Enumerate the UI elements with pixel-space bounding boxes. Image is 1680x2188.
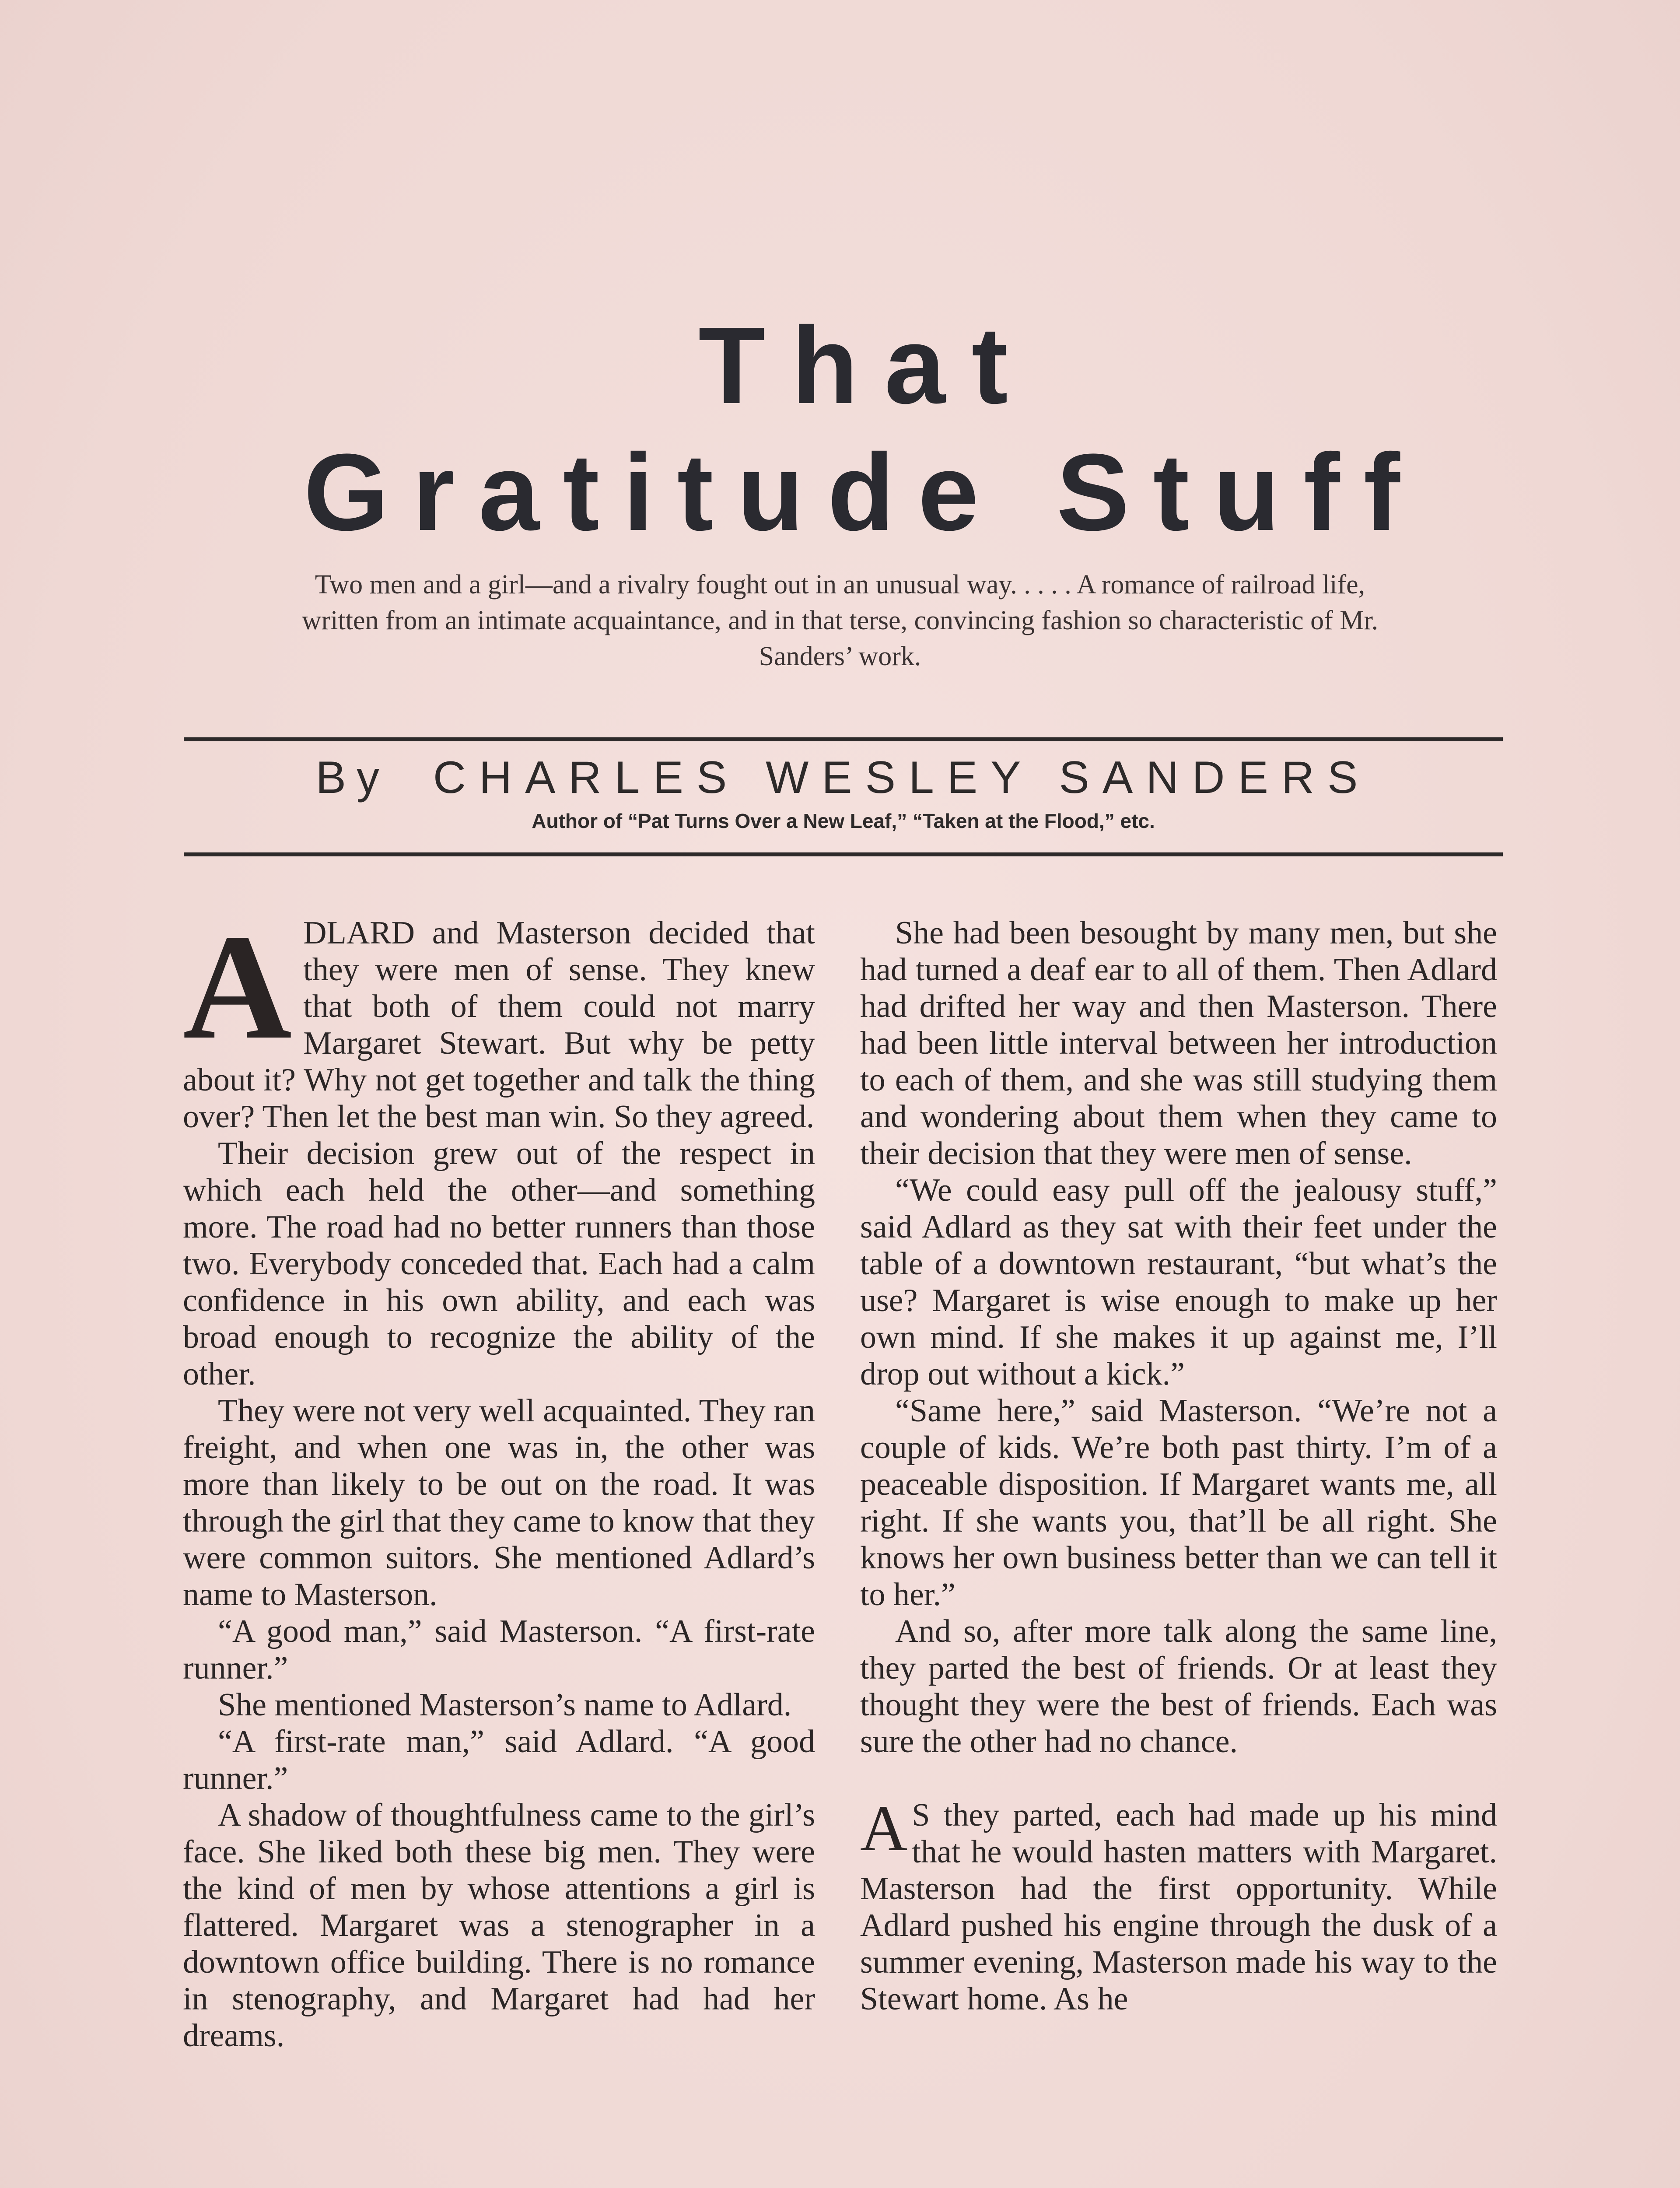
- title-line-2: Gratitude Stuff: [304, 431, 1424, 553]
- paragraph: “We could easy pull off the jealousy stuff,” said Adlard as they sat with their feet under the table of a downtown restaurant, “but what’s the use? Margaret is wise enough to make up her own mind. If she makes it up against me, I’ll drop out without a kick.”: [860, 1172, 1497, 1392]
- paragraph: Their decision grew out of the respect in which each held the other—and something more. The road had no better runners than those two. Everybody conceded that. Each had a calm confidence in his own ability, and each was broad enough to recognize the ability of the other.: [183, 1136, 815, 1392]
- paragraph-text: S they parted, each had made up his mind that he would hasten matters with Margaret. Masterson had the first opportunity. While Adlard pushed his engine through the dusk of a summer evening, Masterson made his way to the Stewart home. As he: [860, 1797, 1497, 2017]
- byline-author: CHARLES WESLEY SANDERS: [433, 752, 1371, 803]
- section-break: [860, 1760, 1497, 1797]
- drop-cap: A: [860, 1792, 908, 1865]
- bottom-rule: [184, 852, 1503, 856]
- paragraph: She had been besought by many men, but she had turned a deaf ear to all of them. Then Adlard had drifted her way and then Masterson. There had been little interval between her introduction to each of them, and she was still studying them and wondering about them when they came to their decision that they were men of sense.: [860, 915, 1497, 1171]
- paragraph-text: DLARD and Masterson decided that they were men of sense. They knew that both of them could not marry Margaret Stewart. But why be petty about it? Why not get together and talk the thing over? Then let the best man win. So they agreed.: [183, 915, 815, 1135]
- drop-cap: A: [183, 903, 292, 1070]
- left-column: [183, 903, 815, 2054]
- top-rule: [184, 737, 1503, 741]
- paragraph: “A first-rate man,” said Adlard. “A good runner.”: [183, 1724, 815, 1796]
- paragraph: “Same here,” said Masterson. “We’re not a couple of kids. We’re both past thirty. I’m of a peaceable disposition. If Margaret wants me, all right. If she wants you, that’ll be all right. She knows her own business better than we can tell it to her.”: [860, 1393, 1497, 1613]
- paragraph: They were not very well acquainted. They ran freight, and when one was in, the other was more than likely to be out on the road. It was through the girl that they came to know that they were common suitors. She mentioned Adlard’s name to Masterson.: [183, 1393, 815, 1613]
- byline: [184, 749, 1503, 806]
- paragraph: [183, 903, 815, 1135]
- paragraph: [860, 1792, 1497, 2017]
- byline-by: By: [315, 752, 390, 803]
- right-column: [860, 915, 1497, 2017]
- paragraph: She mentioned Masterson’s name to Adlard.: [218, 1687, 792, 1723]
- paragraph: A shadow of thoughtfulness came to the girl’s face. She liked both these big men. They were the kind of men by whose attentions a girl is flattered. Margaret was a stenographer in a downtown office building. There is no romance in stenography, and Margaret had had her dreams.: [183, 1797, 815, 2054]
- paragraph: And so, after more talk along the same line, they parted the best of friends. Or at least they thought they were the best of friends. Each was sure the other had no chance.: [860, 1613, 1497, 1760]
- subtitle-blurb: Two men and a girl—and a rivalry fought out in an unusual way. . . . . A romance of railroad life, written from an intimate acquaintance, and in that terse, convincing fashion so characteristic of Mr. Sanders’ work.: [301, 570, 1379, 671]
- title-line-1: That: [698, 304, 1034, 426]
- author-note: Author of “Pat Turns Over a New Leaf,” “Taken at the Flood,” etc.: [532, 810, 1155, 832]
- paragraph: “A good man,” said Masterson. “A first-rate runner.”: [183, 1613, 815, 1686]
